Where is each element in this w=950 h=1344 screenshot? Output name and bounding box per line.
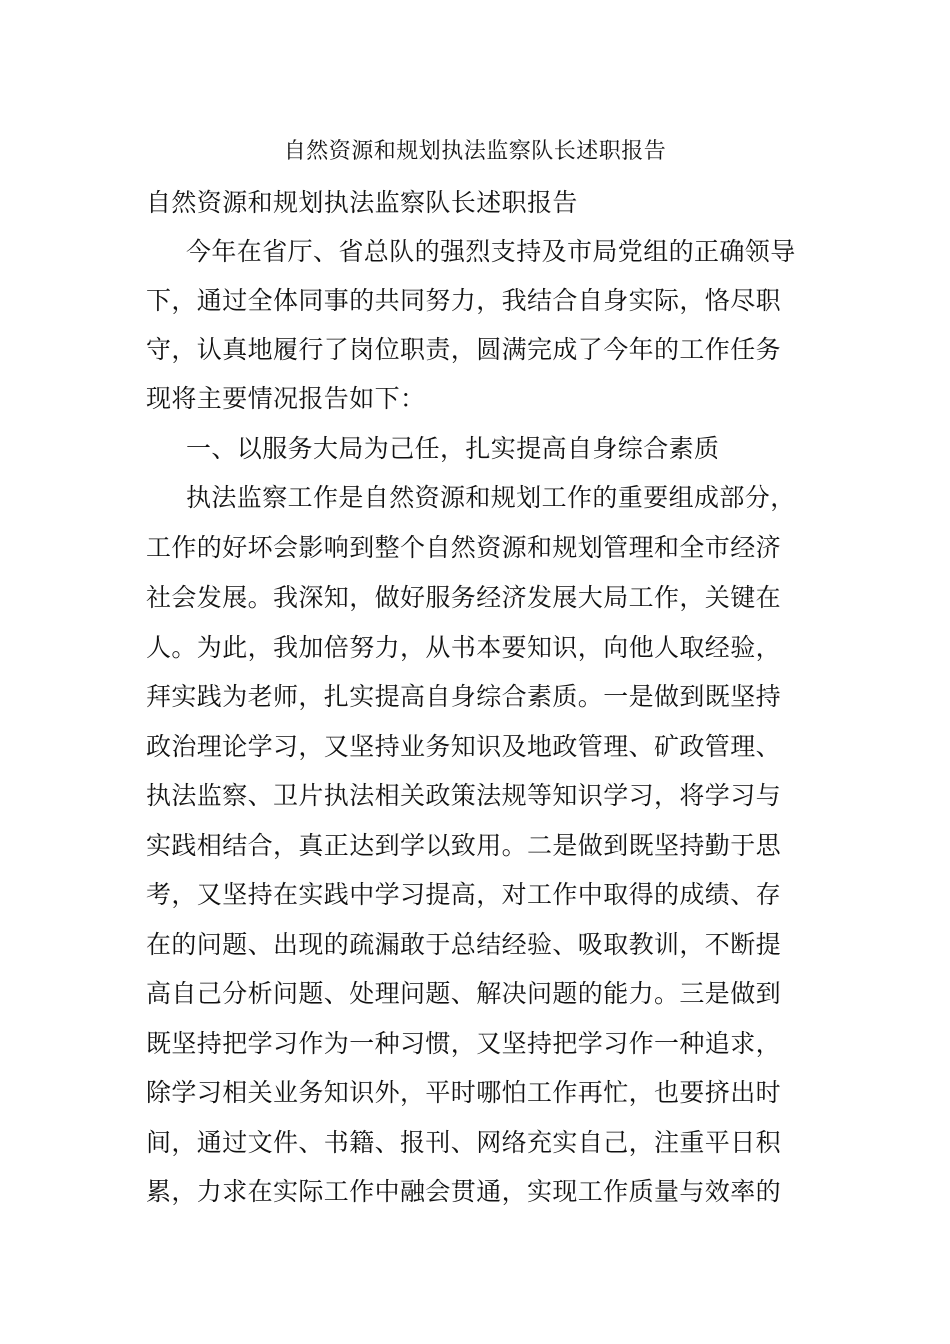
paragraph-line: 实践相结合，真正达到学以致用。二是做到既坚持勤于思	[146, 831, 782, 860]
paragraph-line: 高自己分析问题、处理问题、解决问题的能力。三是做到	[146, 979, 782, 1008]
paragraph-line: 社会发展。我深知，做好服务经济发展大局工作，关键在	[146, 583, 782, 612]
paragraph-line: 人。为此，我加倍努力，从书本要知识，向他人取经验，	[146, 633, 782, 662]
paragraph-line: 现将主要情况报告如下：	[146, 384, 426, 413]
paragraph-line: 在的问题、出现的疏漏敢于总结经验、吸取教训，不断提	[146, 930, 782, 959]
paragraph-line: 下，通过全体同事的共同努力，我结合自身实际，恪尽职	[146, 286, 782, 315]
paragraph-line: 除学习相关业务知识外，平时哪怕工作再忙，也要挤出时	[146, 1078, 782, 1107]
paragraph-line: 守，认真地履行了岗位职责，圆满完成了今年的工作任务	[146, 335, 782, 364]
paragraph-line: 既坚持把学习作为一种习惯，又坚持把学习作一种追求，	[146, 1029, 782, 1058]
paragraph-line: 政治理论学习，又坚持业务知识及地政管理、矿政管理、	[146, 732, 782, 761]
paragraph-line: 工作的好坏会影响到整个自然资源和规划管理和全市经济	[146, 533, 782, 562]
paragraph-line: 间，通过文件、书籍、报刊、网络充实自己，注重平日积	[146, 1128, 782, 1157]
paragraph-line: 执法监察、卫片执法相关政策法规等知识学习，将学习与	[146, 781, 782, 810]
paragraph-line: 执法监察工作是自然资源和规划工作的重要组成部分，	[186, 483, 796, 512]
document-title: 自然资源和规划执法监察队长述职报告	[283, 139, 667, 164]
paragraph-line: 考，又坚持在实践中学习提高，对工作中取得的成绩、存	[146, 880, 782, 909]
section-heading: 一、以服务大局为己任，扎实提高自身综合素质	[186, 434, 720, 463]
paragraph-line: 拜实践为老师，扎实提高自身综合素质。一是做到既坚持	[146, 682, 782, 711]
paragraph-line: 累，力求在实际工作中融会贯通，实现工作质量与效率的	[146, 1177, 782, 1206]
paragraph-line: 今年在省厅、省总队的强烈支持及市局党组的正确领导	[186, 237, 796, 266]
document-subtitle: 自然资源和规划执法监察队长述职报告	[146, 188, 578, 217]
